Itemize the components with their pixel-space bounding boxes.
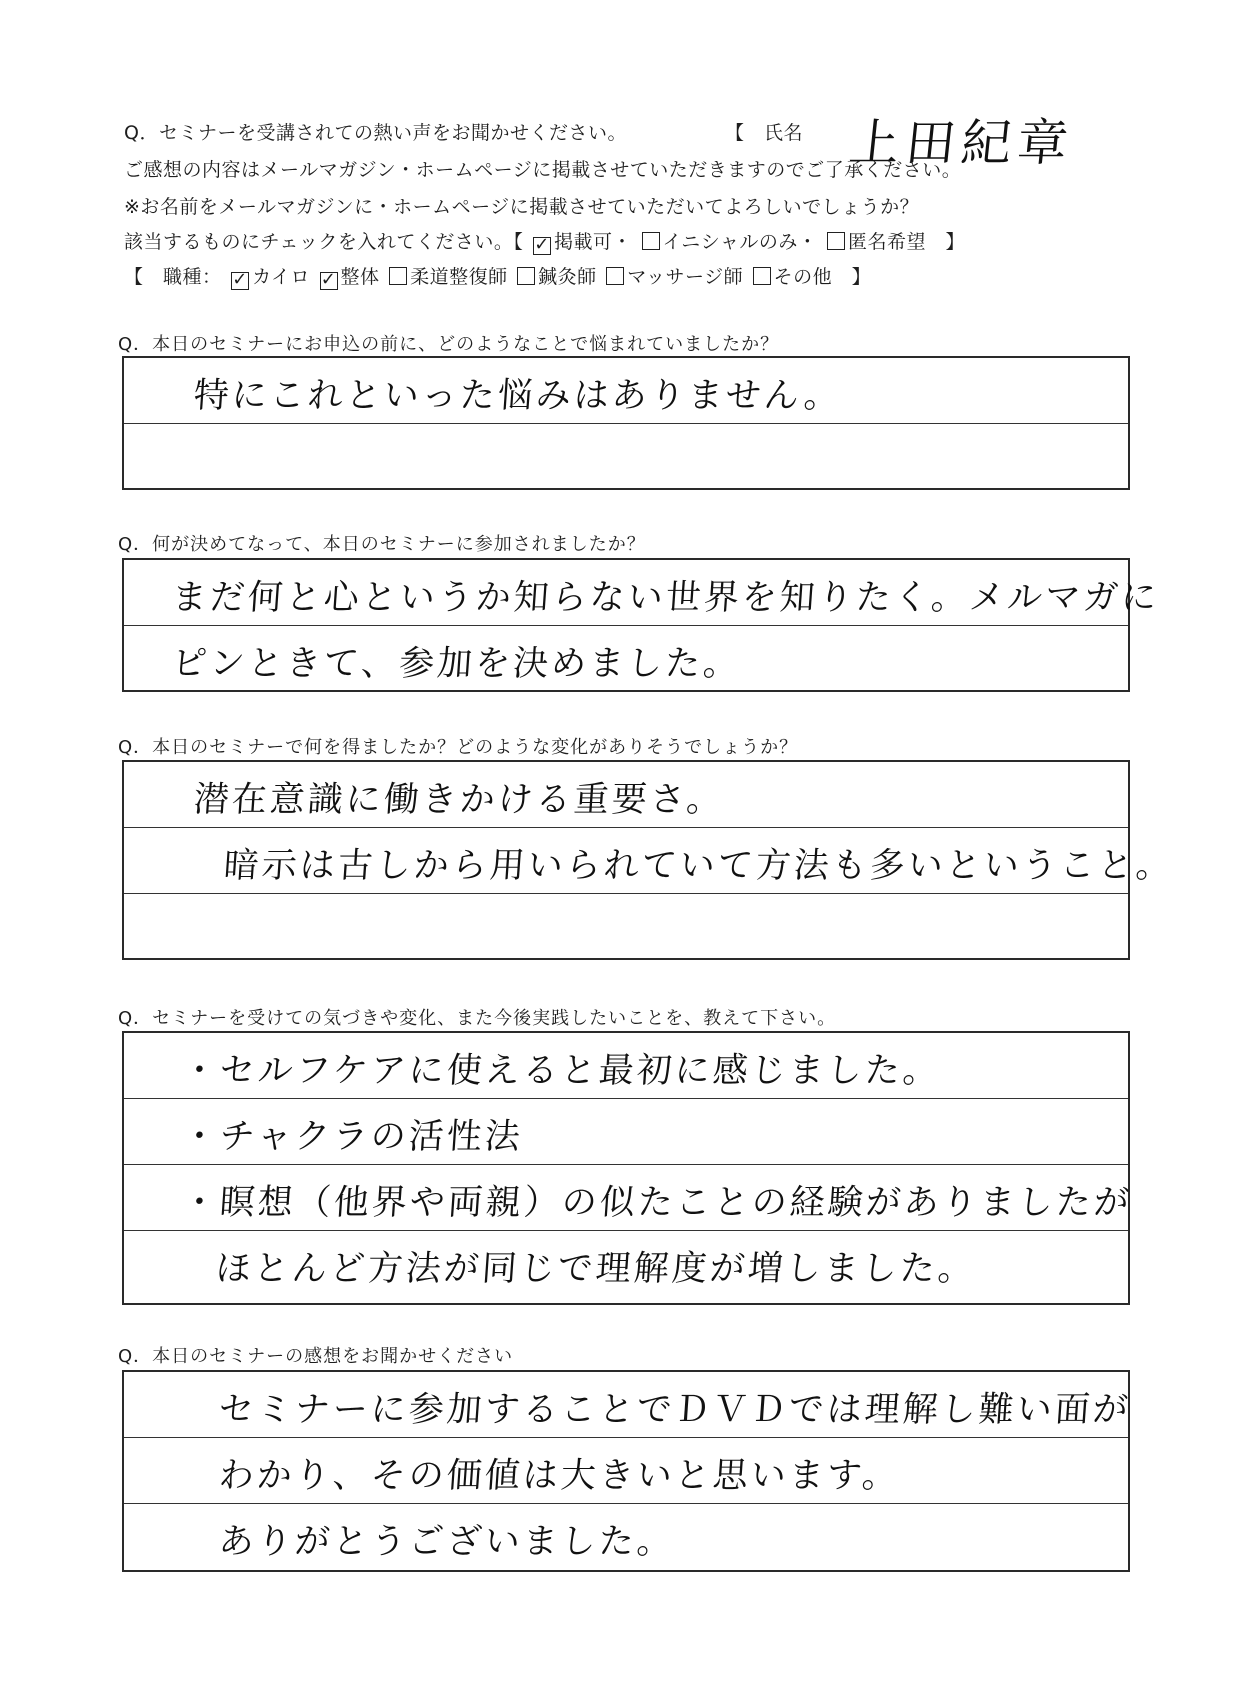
name-label: 【 氏名 [725,122,804,144]
question-1-label: Q．本日のセミナーにお申込の前に、どのようなことで悩まれていましたか？ [118,334,780,355]
answer-line: セミナーに参加することでＤＶＤでは理解し難い面が [217,1390,1133,1430]
answer-line: わかり、その価値は大きいと思います。 [217,1456,902,1496]
job-row [124,262,871,290]
job-judo-checkbox[interactable] [389,267,407,285]
question-3-answer-box [122,760,1176,960]
consent-initials-label: イニシャルのみ・ [662,231,818,253]
question-4-answer-box [122,1031,1134,1305]
answer-line: ありがとうございました。 [217,1522,677,1562]
job-massage-checkbox[interactable] [606,267,624,285]
job-other-label: その他 】 [773,266,872,288]
answer-line: まだ何と心というか知らない世界を知りたく。メルマガに [170,578,1161,618]
job-seitai-label: 整体 [340,266,380,288]
answer-line: ・セルフケアに使えると最初に感じました。 [180,1051,943,1091]
question-2-answer-box [122,558,1161,692]
question-1-answer-box [122,356,1130,490]
note-publication: ご感想の内容はメールマガジン・ホームページに掲載させていただきますのでご了承ください。 [124,159,962,181]
job-acupuncture-checkbox[interactable] [517,267,535,285]
question-2-label: Q．何が決めてなって、本日のセミナーに参加されましたか？ [118,534,646,555]
question-4-label: Q．セミナーを受けての気づきや変化、また今後実践したいことを、教えて下さい。 [118,1008,837,1029]
consent-anonymous-checkbox[interactable] [827,232,845,250]
consent-initials-checkbox[interactable] [642,232,660,250]
job-chiro-checkbox[interactable]: ✓ [232,269,248,290]
answer-line: ・瞑想（他界や両親）の似たことの経験がありましたが [180,1183,1134,1223]
consent-publish-checkbox[interactable]: ✓ [534,234,550,255]
job-chiro-label: カイロ [252,266,310,288]
answer-line: ほとんど方法が同じで理解度が増しました。 [214,1249,978,1289]
question-5-label: Q．本日のセミナーの感想をお聞かせください [118,1346,514,1367]
job-massage-label: マッサージ師 [627,266,744,288]
note-name-permission: ※お名前をメールマガジンに・ホームページに掲載させていただいてよろしいでしょうか？ [124,196,920,218]
job-acupuncture-label: 鍼灸師 [538,266,597,288]
consent-anonymous-label: 匿名希望 】 [847,231,965,253]
answer-line: 暗示は古しから用いられていて方法も多いということ。 [222,846,1176,886]
answer-line: 特にこれといった悩みはありません。 [192,376,844,416]
intro-question: Q．セミナーを受講されての熱い声をお聞かせください。 [124,122,627,144]
consent-prefix: 該当するものにチェックを入れてください。【 [124,231,524,253]
job-prefix: 【 職種： [124,266,222,288]
question-3-label: Q．本日のセミナーで何を得ましたか？どのような変化がありそうでしょうか？ [118,737,799,758]
answer-line: 潜在意識に働きかける重要さ。 [192,780,726,820]
answer-line: ・チャクラの活性法 [180,1117,525,1157]
job-judo-label: 柔道整復師 [410,266,508,288]
question-5-answer-box [122,1370,1133,1572]
job-other-checkbox[interactable] [753,267,771,285]
job-seitai-checkbox[interactable]: ✓ [320,269,337,290]
answer-line: ピンときて、参加を決めました。 [170,644,743,684]
consent-publish-label: 掲載可・ [553,231,632,253]
name-signature: 上田紀章 [846,114,1077,172]
consent-row [124,227,965,255]
